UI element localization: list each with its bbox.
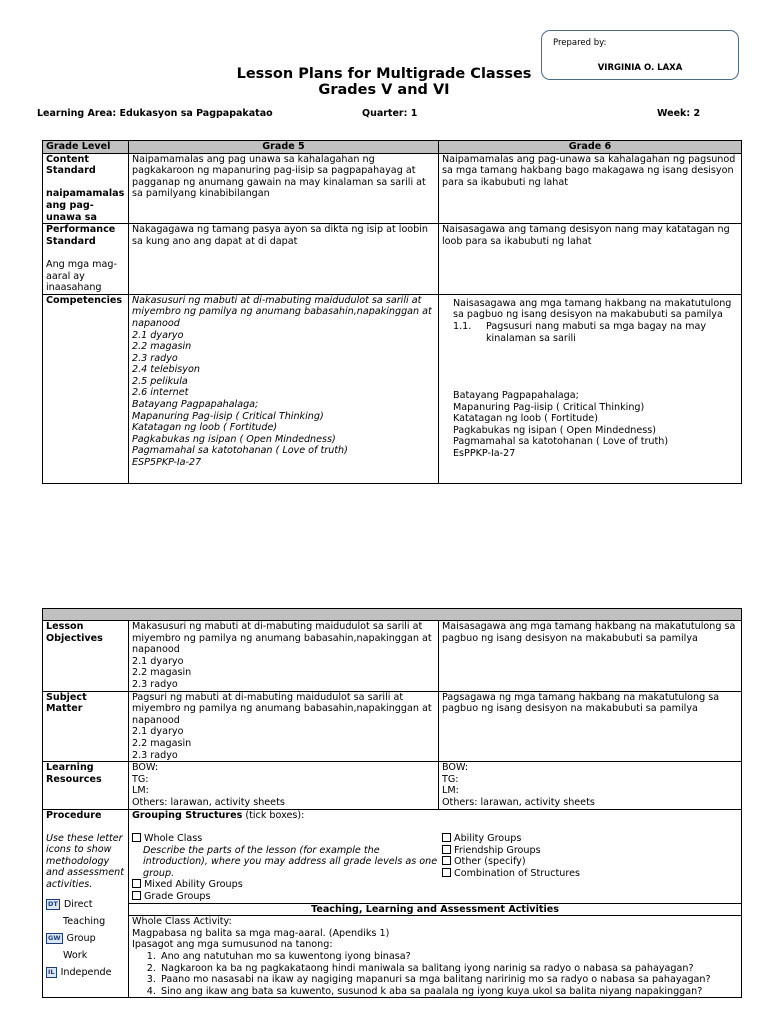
resource-line: TG: [442,773,459,785]
whole-class-description: Describe the parts of the lesson (for example the introduction), where you may address all grade levels as one group. [143,844,438,879]
subject-g5-item: 2.3 radyo [132,749,178,761]
tla-header-row [43,903,742,916]
subject-matter-row [43,691,742,762]
grouping-structures-cell [129,809,742,903]
independent-learning-legend [46,967,125,984]
competency-g6-sub-text: Pagsusuri nang mabuti sa mga bagay na may kinalaman sa sarili [486,320,710,344]
question-list [132,951,738,997]
legend-text: Group [66,932,96,944]
resource-line: BOW: [132,762,159,774]
objective-g5-main: Makasusuri ng mabuti at di-mabuting maidudulot sa sarili at miyembro ng pamilya ng anumang babasahin,napakinggan at napanood [132,621,435,656]
other-option[interactable] [442,856,580,868]
competency-g5-item: 2.2 magasin [132,341,192,353]
legend-text: Independe [60,966,112,978]
competency-g5-item: 2.5 pelikula [132,375,188,387]
competency-g5-item: 2.1 dyaryo [132,329,184,341]
competency-g6-code: EsPPKP-Ia-27 [453,448,516,460]
resources-g6 [439,762,742,809]
option-label: Other (specify) [454,856,526,868]
objective-g5-item: 2.3 radyo [132,678,178,690]
subject-g5-item: 2.2 magasin [132,737,192,749]
competencies-label: Competencies [43,294,129,483]
competency-g5-item: 2.3 radyo [132,352,178,364]
checkbox[interactable] [442,856,451,865]
table-header-row [43,141,742,154]
performance-standard-g6: Naisasagawa ang tamang desisyon nang may katatagan ng loob para sa ikabubuti ng lahat [439,224,742,295]
objectives-label: Lesson Objectives [43,621,129,692]
content-standard-sublabel: naipamamalas ang pag-unawa sa [46,188,128,223]
direct-teaching-legend [46,899,125,916]
resources-row [43,762,742,809]
competency-g6-main: Naisasagawa ang mga tamang hakbang na makatutulong sa pagbuo ng isang desisyon na makabubuti sa pamilya [453,297,738,321]
legend-text: Work [63,949,88,961]
whole-class-option[interactable] [132,833,439,845]
resource-line: Others: larawan, activity sheets [442,796,595,808]
competency-g5-values-heading: Batayang Pagpapahalaga; [132,399,259,411]
activities-cell [129,916,742,998]
content-standard-label: Content Standard [46,153,96,177]
header-grade-5: Grade 5 [129,141,439,154]
objectives-row [43,621,742,692]
competency-g6-value: Pagmamahal sa katotohanan ( Love of truth) [453,436,669,448]
resource-line: LM: [132,785,149,797]
objectives-g5 [129,621,439,692]
competency-g6-value: Mapanuring Pag-iisip ( Critical Thinking) [453,401,645,413]
content-standard-label-cell [43,153,129,224]
group-work-legend [46,933,125,950]
document-title: Lesson Plans for Multigrade Classes [236,66,532,82]
standards-table [42,140,742,484]
mixed-ability-option[interactable] [132,879,439,891]
question-item: 4. Sino ang ikaw ang bata sa kuwento, susunod k aba sa paalala ng iyong kuya ukol sa balita niyang napakinggan? [159,986,738,998]
subject-matter-g6: Pagsagawa ng mga tamang hakbang na makatutulong sa pagbuo ng isang desisyon na makabubuti sa pamilya [439,691,742,762]
option-label: Combination of Structures [454,867,580,879]
combination-option[interactable] [442,868,580,880]
legend-text: Teaching [63,915,106,927]
checkbox[interactable] [442,868,451,877]
resources-g5 [129,762,439,809]
ability-groups-option[interactable] [442,833,580,845]
checkbox[interactable] [132,879,141,888]
tla-header: Teaching, Learning and Assessment Activities [129,903,742,916]
checkbox[interactable] [442,833,451,842]
performance-standard-row [43,224,742,295]
competency-g5-item: 2.4 telebisyon [132,364,200,376]
subject-g5-item: 2.1 dyaryo [132,726,184,738]
competency-g5-value: Katatagan ng loob ( Fortitude) [132,422,278,434]
header-grade-level: Grade Level [43,141,129,154]
learning-area: Learning Area: Edukasyon sa Pagpapakatao [37,108,273,119]
option-label: Whole Class [144,833,203,845]
subject-matter-g5 [129,691,439,762]
lesson-table-header-row [43,609,742,621]
content-standard-g5: Naipamamalas ang pag unawa sa kahalagahan ng pagkakaroon ng mapanuring pag-iisip sa pagpapahayag at pagganap ng anumang gawain na may kinalaman sa sarili at sa pamilyang kinabibilangan [129,153,439,224]
preparer-name: VIRGINIA O. LAXA [597,63,683,73]
content-standard-g6: Naipamamalas ang pag-unawa sa kahalagahan ng pagsunod sa mga tamang hakbang bago makagawa ng isang desisyon para sa ikabubuti ng lahat [439,153,742,224]
activity-instruction: Magpabasa ng balita sa mga mag-aaral. (Apendiks 1) [132,927,390,939]
competency-g5-value: Mapanuring Pag-iisip ( Critical Thinking) [132,410,324,422]
independent-learning-icon: IL [48,967,55,976]
competency-g6-value: Katatagan ng loob ( Fortitude) [453,413,598,425]
activity-instruction: Ipasagot ang mga sumusunod na tanong: [132,939,333,951]
option-label: Grade Groups [144,891,211,903]
checkbox[interactable] [132,833,141,842]
lesson-table-header [43,609,742,621]
resource-line: Others: larawan, activity sheets [132,796,285,808]
activity-heading: Whole Class Activity: [132,916,232,928]
question-item: 1. Ano ang natutuhan mo sa kuwentong iyong binasa? [159,951,738,963]
resource-line: TG: [132,773,149,785]
document-subtitle: Grades V and VI [318,82,450,98]
checkbox[interactable] [132,891,141,900]
competency-g6-value: Pagkabukas ng isipan ( Open Mindedness) [453,424,657,436]
option-label: Mixed Ability Groups [144,879,243,891]
competency-g6-subitem [453,321,738,344]
competency-g6-sub-number: 1.1. [453,320,472,332]
competency-g5-code: ESP5PKP-Ia-27 [132,457,202,469]
question-item: 2. Nagkaroon ka ba ng pagkakataong hindi maniwala sa balitang iyong narinig sa radyo o nabasa sa pahayagan? [159,963,738,975]
procedure-label: Procedure [46,809,102,821]
competency-g5-main: Nakasusuri ng mabuti at di-mabuting maidudulot sa sarili at miyembro ng pamilya ng anumang babasahin,napakinggan at napanood [132,294,435,329]
resources-label: Learning Resources [43,762,129,809]
content-standard-row [43,153,742,224]
objective-g5-item: 2.2 magasin [132,667,192,679]
procedure-row [43,809,742,903]
quarter: Quarter: 1 [362,108,418,119]
competency-g6-values-heading: Batayang Pagpapahalaga; [453,390,579,402]
competency-g5-item: 2.6 internet [132,387,189,399]
performance-standard-label: Performance Standard [46,224,119,247]
resource-line: BOW: [442,762,469,774]
legend-text: Direct [63,898,93,910]
subject-matter-label: Subject Matter [43,691,129,762]
procedure-label-cell [43,809,129,998]
objectives-g6: Maisasagawa ang mga tamang hakbang na makatutulong sa pagbuo ng isang desisyon na makabubuti sa pamilya [439,621,742,692]
competencies-g5 [129,294,439,483]
performance-standard-label-cell [43,224,129,295]
objective-g5-item: 2.1 dyaryo [132,655,184,667]
grouping-structures-title: Grouping Structures [132,809,243,821]
week: Week: 2 [657,108,701,119]
friendship-groups-option[interactable] [442,845,580,857]
subject-g5-main: Pagsuri ng mabuti at di-mabuting maidudulot sa sarili at miyembro ng pamilya ng anumang babasahin,napakinggan at napanood [132,691,435,726]
activities-row [43,916,742,998]
option-label: Friendship Groups [454,844,541,856]
competency-g5-value: Pagmamahal sa katotohanan ( Love of truth) [132,445,348,457]
resource-line: LM: [442,785,459,797]
checkbox[interactable] [442,845,451,854]
competencies-row [43,294,742,483]
performance-standard-g5: Nakagagawa ng tamang pasya ayon sa dikta ng isip at loobin sa kung ano ang dapat at di dapat [129,224,439,295]
competencies-g6 [439,294,742,483]
competency-g5-value: Pagkabukas ng isipan ( Open Mindedness) [132,433,336,445]
question-item: 3. Paano mo nasasabi na ikaw ay nagiging mapanuri sa mga balitang naririnig mo sa radyo o nabasa sa pahayagan? [159,974,738,986]
grouping-structures-hint: (tick boxes): [242,809,305,821]
prepared-by-label: Prepared by: [553,38,607,48]
procedure-note: Use these letter icons to show methodology and assessment activities. [46,832,128,891]
performance-standard-sublabel: Ang mga mag-aaral ay inaasahang [46,258,117,294]
option-label: Ability Groups [454,833,522,845]
direct-teaching-icon: DT [48,899,58,908]
header-grade-6: Grade 6 [439,141,742,154]
group-work-icon: GW [48,933,61,942]
grade-groups-option[interactable] [132,891,439,903]
lesson-table [42,608,742,998]
